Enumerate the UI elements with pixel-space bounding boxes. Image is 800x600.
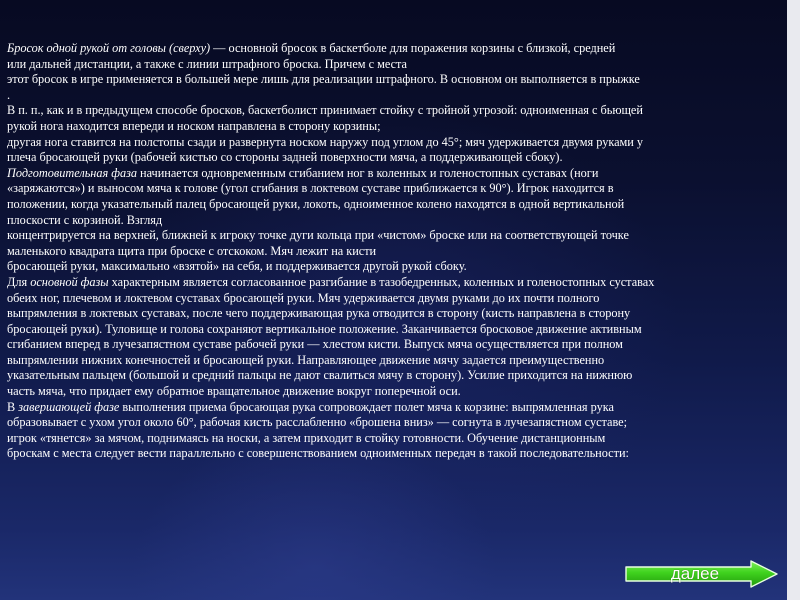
text-line xyxy=(7,72,780,88)
emphasis-term: основной фазы xyxy=(30,274,109,289)
text-line xyxy=(7,197,780,213)
text-line-content: броскам с места следует вести параллельно с совершенствованием одноименных передач в такой последовательности: xyxy=(7,446,629,461)
text-line xyxy=(7,88,780,104)
text-line xyxy=(7,57,780,73)
next-button-label: далее xyxy=(670,564,720,583)
text-line-content: обеих ног, плечевом и локтевом суставах бросающей руки. Мяч удерживается двумя руками до их почти полного xyxy=(7,290,600,305)
emphasis-term: Бросок одной рукой от головы (сверху) xyxy=(7,41,211,55)
text-line xyxy=(7,368,780,384)
text-line-content: рукой нога находится впереди и носком направлена в сторону корзины; xyxy=(7,118,381,133)
text-line xyxy=(7,337,780,353)
text-line xyxy=(7,103,780,119)
text-line-content: сгибанием вперед в лучезапястном суставе рабочей руки — хлестом кисти. Выпуск мяча осуществляется при полном xyxy=(7,337,623,352)
text-line-prefix: В xyxy=(7,399,19,414)
text-line xyxy=(7,213,780,229)
text-line xyxy=(7,259,780,275)
text-line-content: положении, когда указательный палец бросающей руки, локоть, одноименное колено находятся в одной вертикальной xyxy=(7,196,625,211)
text-line xyxy=(7,228,780,244)
text-line-content: или дальней дистанции, а также с линии штрафного броска. Причем с места xyxy=(7,56,407,71)
text-line xyxy=(7,384,780,400)
text-line-content: образовывает с ухом угол около 60°, рабочая кисть расслабленно «брошена вниз» — согнута в лучезапястном суставе; xyxy=(7,415,628,430)
next-button[interactable] xyxy=(625,560,781,588)
text-line-content: бросающей руки). Туловище и голова сохраняют вертикальное положение. Заканчивается бросковое движение активным xyxy=(7,321,642,336)
text-line xyxy=(7,41,780,57)
text-line-content: указательным пальцем (большой и средний пальцы не дают свалиться мячу в сторону). Усилие приходится на нижнюю xyxy=(7,368,633,383)
text-line xyxy=(7,306,780,322)
text-line-content: выпрямления в локтевых суставах, после чего поддерживающая рука отводится в сторону (кисть направлена в сторону xyxy=(7,306,631,321)
text-line xyxy=(7,135,780,151)
text-line-content: игрок «тянется» за мячом, поднимаясь на носки, а затем приходит в стойку готовности. Обучение дистанционным xyxy=(7,430,606,445)
text-line-content: часть мяча, что придает ему обратное вращательное движение вокруг поперечной оси. xyxy=(7,384,461,399)
text-line-prefix: Для xyxy=(7,274,31,289)
text-line xyxy=(7,119,780,135)
text-line-content: плоскости с корзиной. Взгляд xyxy=(7,212,163,227)
text-line-content: «заряжаются») и выносом мяча к голове (угол сгибания в локтевом суставе приближается к 90°). Игрок находится в xyxy=(7,181,614,196)
text-line-content: . xyxy=(7,87,11,102)
emphasis-term: Подготовительная фаза xyxy=(7,165,137,180)
text-line-content: характерным является согласованное разгибание в тазобедренных, коленных и голеностопных суставах xyxy=(108,274,655,289)
text-line xyxy=(7,244,780,260)
text-line xyxy=(7,166,780,182)
text-line-content: этот бросок в игре применяется в большей мере лишь для реализации штрафного. В основном он выполняется в прыжке xyxy=(7,72,640,87)
text-line-content: другая нога ставится на полстопы сзади и развернута носком наружу под углом до 45°; мяч удерживается двумя руками у xyxy=(7,134,644,149)
text-line xyxy=(7,150,780,166)
text-line-content: В п. п., как и в предыдущем способе бросков, баскетболист принимает стойку с тройной угрозой: одноименная с бьющей xyxy=(7,103,643,118)
text-line xyxy=(7,415,780,431)
body-text xyxy=(7,41,780,462)
text-line xyxy=(7,446,780,462)
text-line-content: выполнения приема бросающая рука сопровождает полет мяча к корзине: выпрямленная рука xyxy=(119,399,614,414)
text-line xyxy=(7,431,780,447)
text-line-content: маленького квадрата щита при броске с отскоком. Мяч лежит на кисти xyxy=(7,243,377,258)
text-line xyxy=(7,291,780,307)
text-line xyxy=(7,322,780,338)
text-line xyxy=(7,353,780,369)
text-line-content: плеча бросающей руки (рабочей кистью со стороны задней поверхности мяча, а поддерживающей сбоку). xyxy=(7,150,563,165)
text-line xyxy=(7,181,780,197)
text-line xyxy=(7,275,780,291)
text-line-content: концентрируется на верхней, ближней к игроку точке дуги кольца при «чистом» броске или на соответствующей точке xyxy=(7,228,629,243)
text-line-content: — основной бросок в баскетболе для поражения корзины с близкой, средней xyxy=(210,41,616,55)
text-line-content: начинается одновременным сгибанием ног в коленных и голеностопных суставах (ноги xyxy=(136,165,599,180)
emphasis-term: завершающей фазе xyxy=(18,399,120,414)
text-line xyxy=(7,400,780,416)
text-line-content: бросающей руки, максимально «взятой» на себя, и поддерживается другой рукой сбоку. xyxy=(7,259,467,274)
text-line-content: выпрямлении нижних конечностей и бросающей руки. Направляющее движение мячу задается преимущественно xyxy=(7,352,605,367)
